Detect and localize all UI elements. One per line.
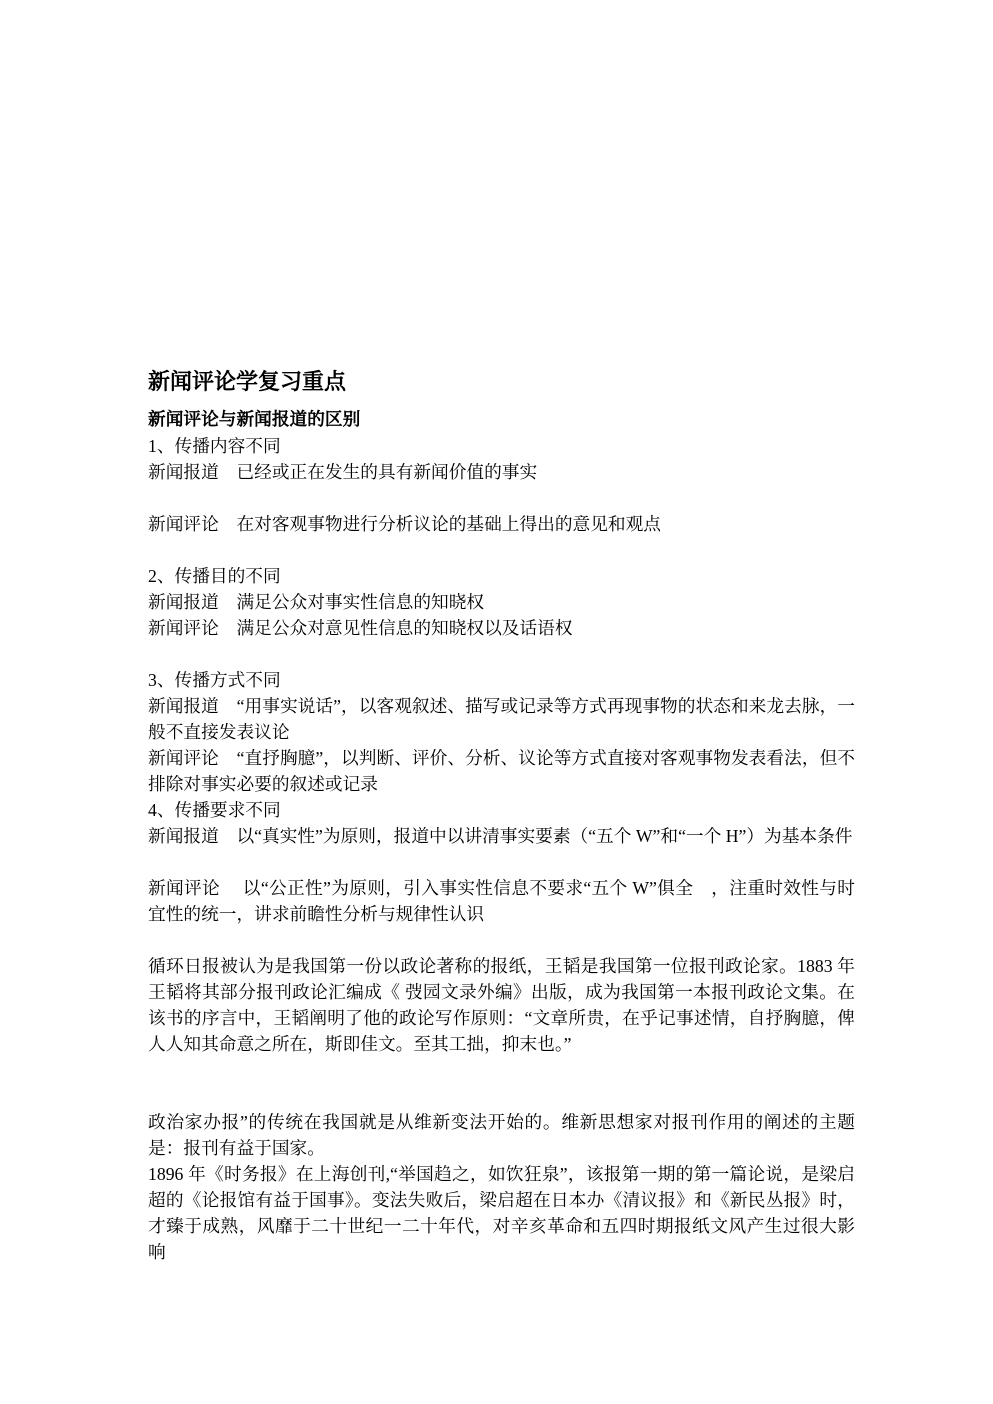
blank-line	[148, 927, 855, 953]
document-content	[148, 368, 855, 1265]
blank-line	[148, 537, 855, 563]
definition-line: 新闻评论 “直抒胸臆”，以判断、评价、分析、议论等方式直接对客观事物发表看法，但不排除对事实必要的叙述或记录	[148, 748, 855, 794]
section-heading: 新闻评论与新闻报道的区别	[148, 409, 361, 429]
definition-line: 新闻报道 已经或正在发生的具有新闻价值的事实	[148, 462, 538, 482]
paragraph: 循环日报被认为是我国第一份以政论著称的报纸，王韬是我国第一位报刊政论家。1883 年王韬将其部分报刊政论汇编成《 弢园文录外编》出版，成为我国第一本报刊政论文集。在该书的序言中，王韬阐明了他的政论写作原则：“文章所贵，在乎记事述情，自抒胸臆，俾人人知其命意之所在，斯即佳文。至其工拙，抑末也。”	[148, 956, 855, 1054]
blank-line	[148, 1083, 855, 1109]
definition-line: 新闻报道 “用事实说话”，以客观叙述、描写或记录等方式再现事物的状态和来龙去脉，一般不直接发表议论	[148, 696, 855, 742]
blank-line	[148, 485, 855, 511]
definition-line: 新闻评论 满足公众对意见性信息的知晓权以及话语权	[148, 618, 573, 638]
definition-line: 新闻评论 以“公正性”为原则，引入事实性信息不要求“五个 W”俱全 ，注重时效性与时宜性的统一，讲求前瞻性分析与规律性认识	[148, 878, 855, 924]
blank-line	[148, 641, 855, 667]
numbered-point: 3、传播方式不同	[148, 670, 281, 690]
numbered-point: 4、传播要求不同	[148, 800, 281, 820]
numbered-point: 2、传播目的不同	[148, 566, 281, 586]
blank-line	[148, 849, 855, 875]
blank-line	[148, 1057, 855, 1083]
paragraph: 1896 年《时务报》在上海创刊,“举国趋之，如饮狂泉”，该报第一期的第一篇论说，是梁启超的《论报馆有益于国事》。变法失败后，梁启超在日本办《清议报》和《新民丛报》时，才臻于成熟，风靡于二十世纪一二十年代，对辛亥革命和五四时期报纸文风产生过很大影响	[148, 1164, 855, 1262]
numbered-point: 1、传播内容不同	[148, 436, 281, 456]
definition-line: 新闻报道 以“真实性”为原则，报道中以讲清事实要素（“五个 W”和“一个 H”）为基本条件	[148, 826, 853, 846]
definition-line: 新闻报道 满足公众对事实性信息的知晓权	[148, 592, 485, 612]
definition-line: 新闻评论 在对客观事物进行分析议论的基础上得出的意见和观点	[148, 514, 661, 534]
document-title: 新闻评论学复习重点	[148, 369, 347, 394]
paragraph: 政治家办报”的传统在我国就是从维新变法开始的。维新思想家对报刊作用的阐述的主题是：报刊有益于国家。	[148, 1112, 855, 1158]
